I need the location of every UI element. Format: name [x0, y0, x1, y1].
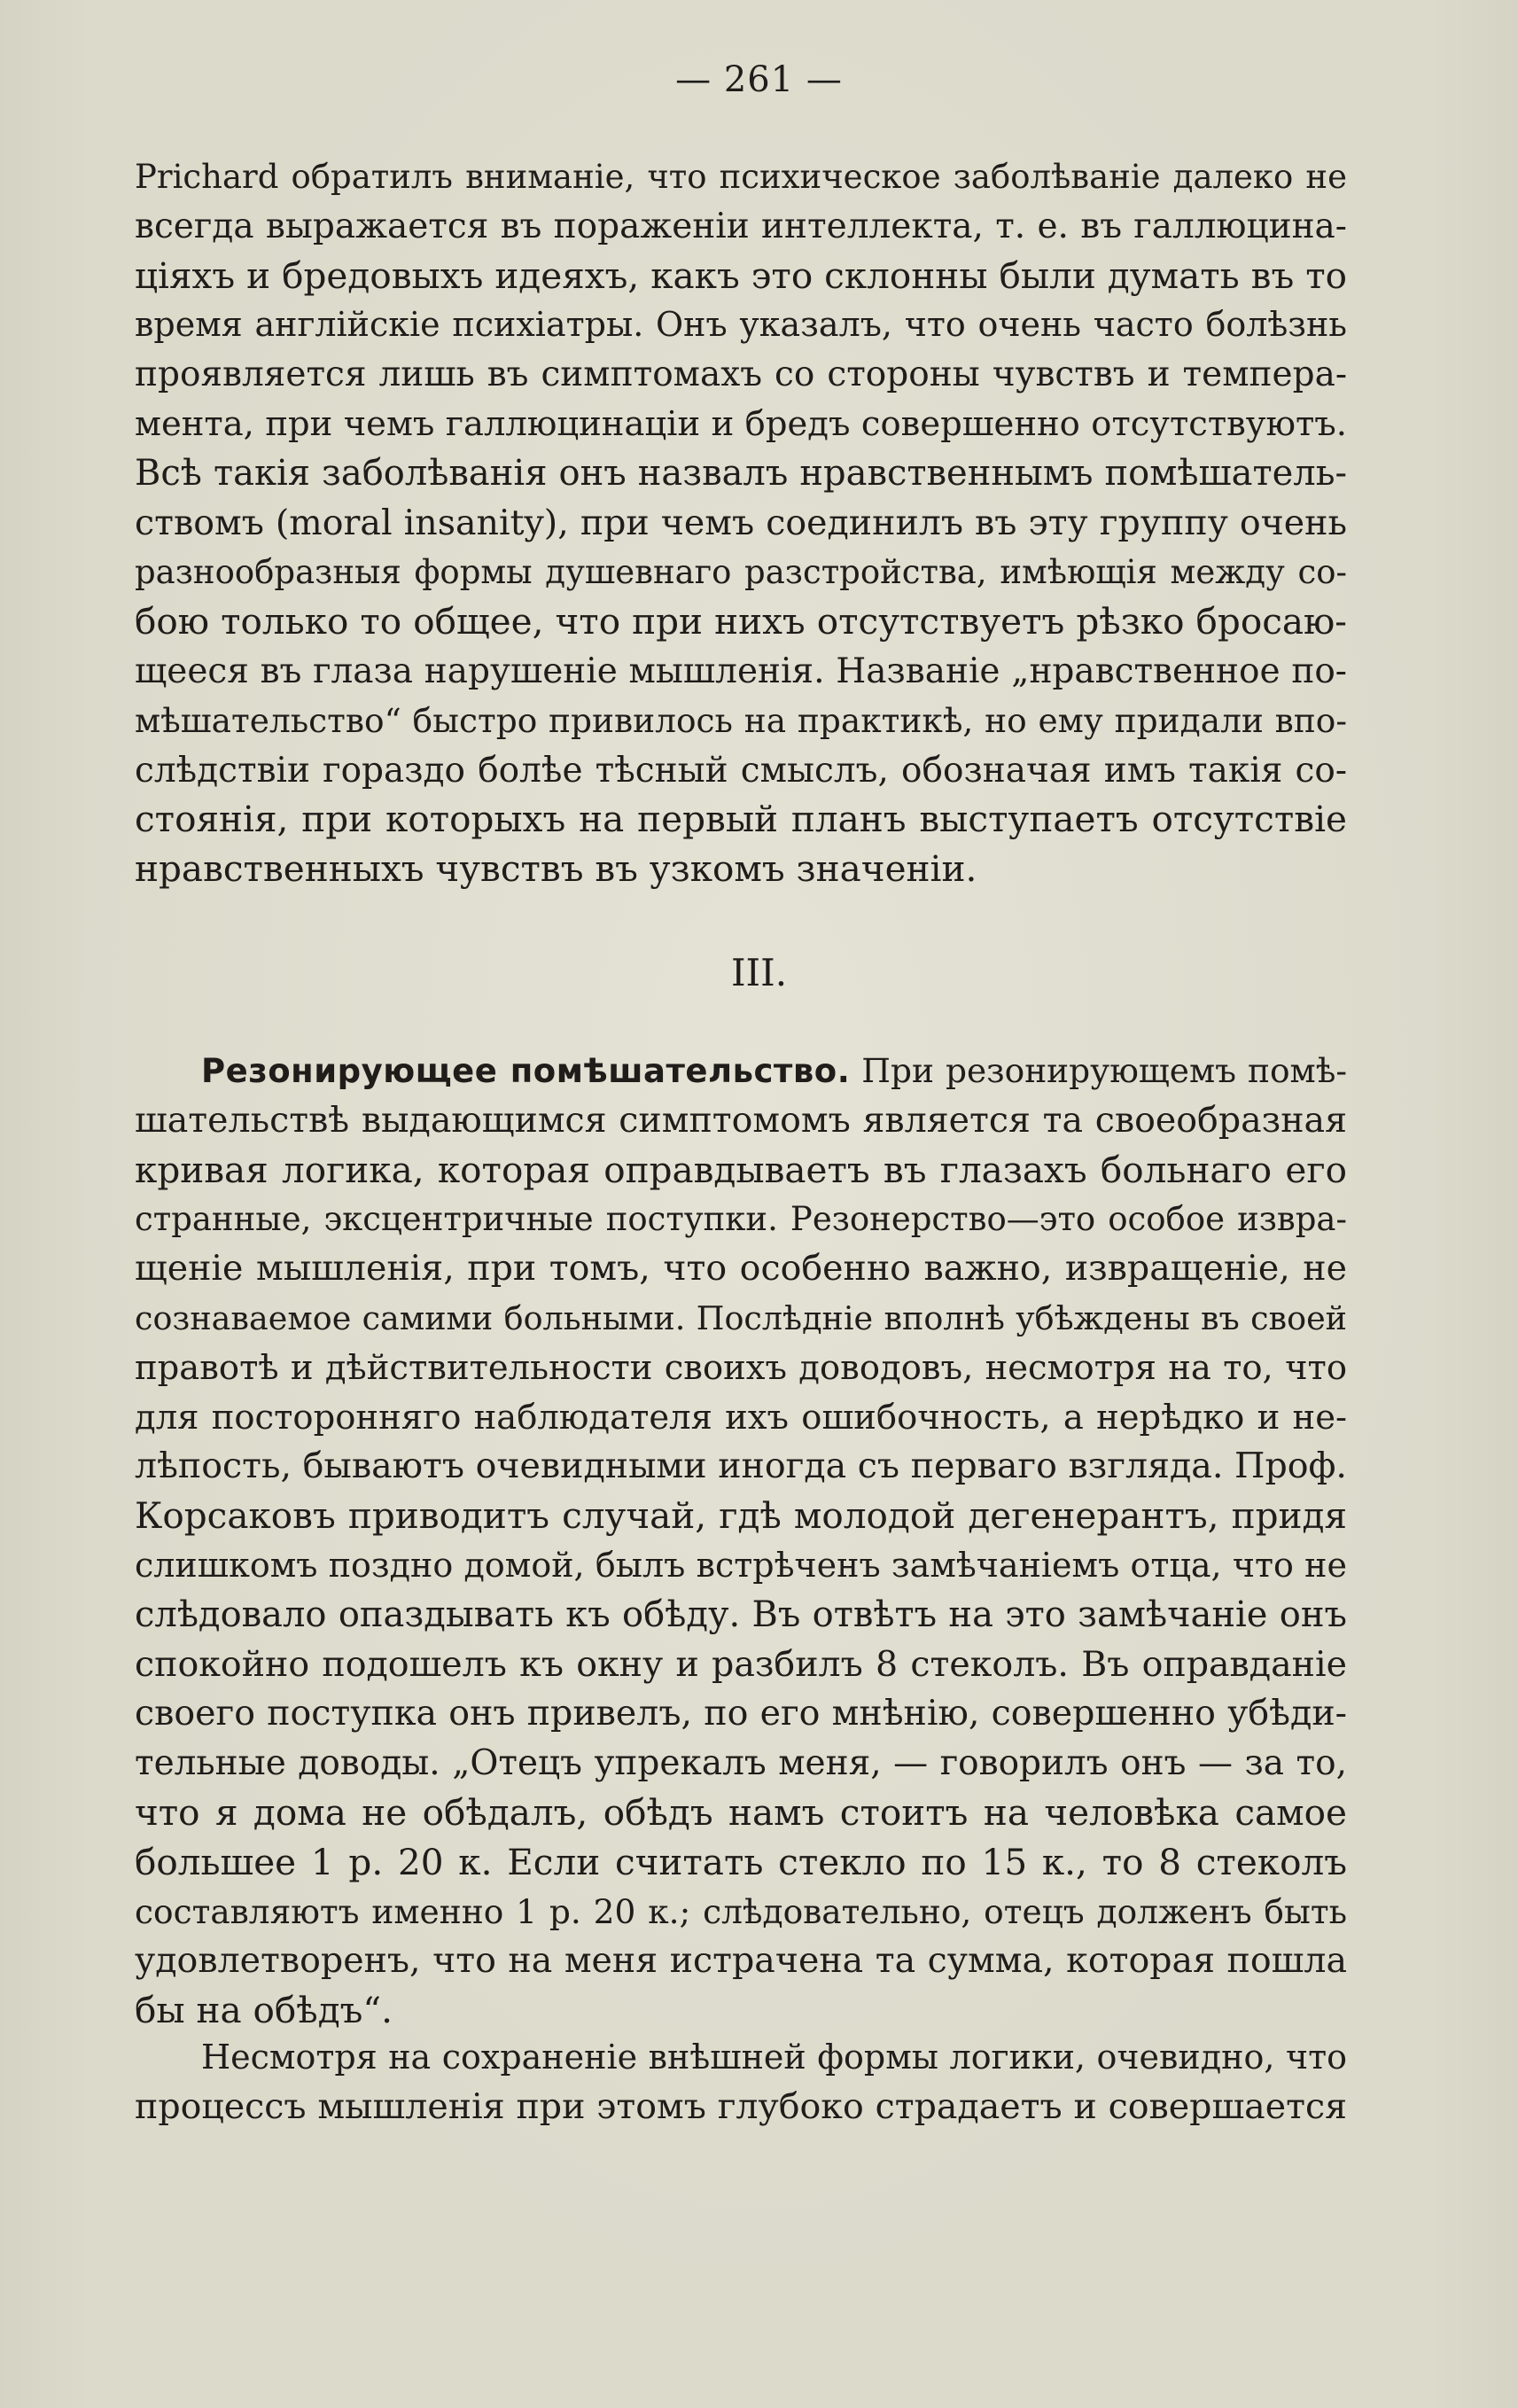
text-line: Несмотря на сохраненіе внѣшней формы логики, очевидно, что — [201, 2038, 1347, 2077]
text-line: Всѣ такія заболѣванія онъ назвалъ нравственнымъ помѣшатель- — [135, 452, 1347, 494]
text-line: щееся въ глаза нарушеніе мышленія. Названіе „нравственное по- — [135, 651, 1347, 691]
paragraph-reasoning-insanity — [135, 1047, 1347, 2036]
first-line-text: При резонирующемъ помѣ- — [861, 1051, 1347, 1090]
text-line: правотѣ и дѣйствительности своихъ доводовъ, несмотря на то, что — [135, 1347, 1347, 1388]
paragraph-logic-form — [135, 2033, 1347, 2132]
text-line: нравственныхъ чувствъ въ узкомъ значеніи. — [135, 847, 977, 891]
text-line: своего поступка онъ привелъ, по его мнѣнію, совершенно убѣди- — [135, 1693, 1347, 1734]
text-line: ціяхъ и бредовыхъ идеяхъ, какъ это склонны были думать въ то — [135, 253, 1347, 297]
text-line: составляютъ именно 1 р. 20 к.; слѣдовательно, отецъ долженъ быть — [135, 1891, 1347, 1931]
text-line: слѣдствіи гораздо болѣе тѣсный смыслъ, обозначая имъ такія со- — [135, 750, 1347, 791]
text-line: мента, при чемъ галлюцинаціи и бредъ совершенно отсутствуютъ. — [135, 403, 1347, 444]
text-line: ствомъ (moral insanity), при чемъ соединилъ въ эту группу очень — [135, 502, 1347, 543]
text-line: бою только то общее, что при нихъ отсутствуетъ рѣзко бросаю- — [135, 600, 1347, 643]
text-line: шательствѣ выдающимся симптомомъ является та своеобразная — [135, 1099, 1347, 1141]
text-line: что я дома не обѣдалъ, обѣдъ намъ стоитъ на человѣка самое — [135, 1790, 1347, 1834]
text-line: кривая логика, которая оправдываетъ въ глазахъ больнаго его — [135, 1148, 1347, 1191]
run-in-heading: Резонирующее помѣшательство. — [201, 1052, 851, 1090]
text-line: бы на обѣдъ“. — [135, 1989, 393, 2032]
text-line: проявляется лишь въ симптомахъ со стороны чувствъ и темпера- — [135, 355, 1347, 395]
text-line: процессъ мышленія при этомъ глубоко страдаетъ и совершается — [135, 2085, 1347, 2127]
text-line-first — [135, 1047, 1347, 1096]
section-heading: III. — [730, 951, 788, 994]
text-line: разнообразныя формы душевнаго разстройства, имѣющія между со- — [135, 553, 1347, 592]
text-line: Корсаковъ приводитъ случай, гдѣ молодой дегенерантъ, придя — [135, 1494, 1347, 1538]
text-line: мѣшательство“ быстро привилось на практикѣ, но ему придали впо- — [135, 700, 1347, 740]
text-line: сознаваемое самими больными. Послѣдніе вполнѣ убѣждены въ своей — [135, 1298, 1347, 1337]
text-line: лѣпость, бываютъ очевидными иногда съ перваго взгляда. Проф. — [135, 1446, 1347, 1487]
text-line: спокойно подошелъ къ окну и разбилъ 8 стеколъ. Въ оправданіе — [135, 1643, 1347, 1685]
text-line: большее 1 р. 20 к. Если считать стекло по 15 к., то 8 стеколъ — [135, 1840, 1347, 1883]
text-line: тельные доводы. „Отецъ упрекалъ меня, — говорилъ онъ — за то, — [135, 1743, 1347, 1784]
text-line: для посторонняго наблюдателя ихъ ошибочность, а нерѣдко и не- — [135, 1397, 1347, 1438]
page-number: — 261 — — [675, 59, 843, 100]
text-line: щеніе мышленія, при томъ, что особенно важно, извращеніе, не — [135, 1248, 1347, 1290]
text-line: удовлетворенъ, что на меня истрачена та сумма, которая пошла — [135, 1940, 1347, 1982]
text-line: Prichard обратилъ вниманіе, что психическое заболѣваніе далеко не — [135, 158, 1347, 196]
text-line: стоянія, при которыхъ на первый планъ выступаетъ отсутствіе — [135, 798, 1347, 841]
text-line: странные, эксцентричные поступки. Резонерство—это особое извра- — [135, 1200, 1347, 1239]
paragraph-prichard-moral-insanity — [135, 152, 1347, 894]
text-line: слишкомъ поздно домой, былъ встрѣченъ замѣчаніемъ отца, что не — [135, 1545, 1347, 1585]
text-line: всегда выражается въ пораженіи интеллекта, т. е. въ галлюцина- — [135, 206, 1347, 246]
text-line: слѣдовало опаздывать къ обѣду. Въ отвѣтъ на это замѣчаніе онъ — [135, 1594, 1347, 1635]
text-line: время англійскіе психіатры. Онъ указалъ, что очень часто болѣзнь — [135, 305, 1347, 345]
